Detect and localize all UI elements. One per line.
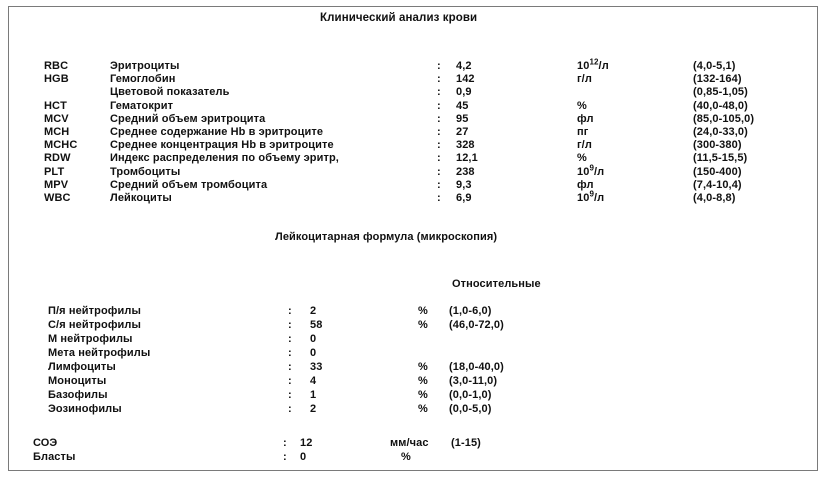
reference-range: (46,0-72,0) [449,319,504,331]
separator-colon: : [437,113,441,125]
param-unit: % [577,152,587,164]
separator-colon: : [437,86,441,98]
separator-colon: : [288,375,292,387]
unit-base: 10 [577,192,590,204]
param-name: Цветовой показатель [110,86,230,98]
cell-type-name: Моноциты [48,375,107,387]
param-unit: мм/час [390,437,429,449]
param-unit [577,163,605,179]
cell-percent-value: 4 [310,375,317,387]
param-unit [577,57,609,73]
unit-tail: /л [598,60,609,72]
param-code: MCH [44,126,70,138]
param-name: СОЭ [33,437,58,449]
unit-base: 10 [577,166,590,178]
reference-range: (7,4-10,4) [693,179,742,191]
param-value: 142 [456,73,475,85]
separator-colon: : [283,451,287,463]
reference-range: (18,0-40,0) [449,361,504,373]
separator-colon: : [437,152,441,164]
param-value: 0,9 [456,86,472,98]
separator-colon: : [288,403,292,415]
reference-range: (150-400) [693,166,742,178]
cell-percent-value: 2 [310,305,317,317]
param-value: 45 [456,100,469,112]
report-title: Клинический анализ крови [320,12,478,24]
param-name: Гемоглобин [110,73,176,85]
param-value: 12,1 [456,152,478,164]
param-code: RBC [44,60,69,72]
param-unit: пг [577,126,589,138]
cell-percent-value: 2 [310,403,317,415]
separator-colon: : [288,361,292,373]
reference-range: (1,0-6,0) [449,305,492,317]
formula-title: Лейкоцитарная формула (микроскопия) [275,231,498,243]
percent-unit: % [418,375,428,387]
reference-range: (3,0-11,0) [449,375,498,387]
param-name: Бласты [33,451,76,463]
reference-range: (85,0-105,0) [693,113,755,125]
unit-exponent: 12 [589,57,599,67]
unit-base: 10 [577,60,590,72]
param-unit: фл [577,113,594,125]
param-value: 95 [456,113,469,125]
percent-unit: % [418,389,428,401]
separator-colon: : [288,305,292,317]
cell-percent-value: 33 [310,361,323,373]
separator-colon: : [437,179,441,191]
cell-type-name: П/я нейтрофилы [48,305,141,317]
separator-colon: : [437,139,441,151]
cell-percent-value: 58 [310,319,323,331]
percent-unit: % [418,361,428,373]
percent-unit: % [418,319,428,331]
param-value: 27 [456,126,469,138]
separator-colon: : [437,126,441,138]
param-value: 328 [456,139,475,151]
param-unit: % [577,100,587,112]
param-code: HCT [44,100,67,112]
reference-range: (0,0-5,0) [449,403,492,415]
param-code: RDW [44,152,71,164]
percent-unit: % [418,403,428,415]
cell-type-name: Базофилы [48,389,108,401]
reference-range: (0,0-1,0) [449,389,492,401]
percent-unit: % [418,305,428,317]
param-unit [577,189,605,205]
separator-colon: : [288,347,292,359]
reference-range: (4,0-8,8) [693,192,736,204]
reference-range: (132-164) [693,73,742,85]
separator-colon: : [437,100,441,112]
reference-range: (40,0-48,0) [693,100,748,112]
param-name: Тромбоциты [110,166,181,178]
param-name: Средний объем тромбоцита [110,179,268,191]
param-value: 238 [456,166,475,178]
reference-range: (24,0-33,0) [693,126,748,138]
param-name: Индекс распределения по объему эритр, [110,152,339,164]
reference-range: (4,0-5,1) [693,60,736,72]
cell-type-name: Эозинофилы [48,403,122,415]
separator-colon: : [437,192,441,204]
param-value: 4,2 [456,60,472,72]
separator-colon: : [288,389,292,401]
reference-range: (11,5-15,5) [693,152,748,164]
separator-colon: : [288,333,292,345]
param-code: MCHC [44,139,78,151]
param-name: Средний объем эритроцита [110,113,266,125]
unit-tail: /л [594,166,605,178]
param-name: Гематокрит [110,100,174,112]
separator-colon: : [283,437,287,449]
param-name: Эритроциты [110,60,180,72]
param-code: MPV [44,179,69,191]
param-value: 6,9 [456,192,472,204]
unit-exponent: 9 [589,163,594,173]
cell-percent-value: 1 [310,389,317,401]
reference-range: (0,85-1,05) [693,86,748,98]
cell-type-name: Лимфоциты [48,361,116,373]
unit-exponent: 9 [589,189,594,199]
separator-colon: : [437,60,441,72]
relative-header: Относительные [452,278,541,290]
param-name: Среднее содержание Hb в эритроците [110,126,324,138]
param-unit: фл [577,179,594,191]
separator-colon: : [288,319,292,331]
cell-type-name: С/я нейтрофилы [48,319,141,331]
param-value: 12 [300,437,313,449]
param-value: 0 [300,451,307,463]
reference-range: (300-380) [693,139,742,151]
cell-type-name: М нейтрофилы [48,333,133,345]
param-unit: % [401,451,411,463]
separator-colon: : [437,73,441,85]
reference-range: (1-15) [451,437,481,449]
param-unit: г/л [577,73,592,85]
param-unit: г/л [577,139,592,151]
cell-type-name: Мета нейтрофилы [48,347,151,359]
param-code: WBC [44,192,71,204]
separator-colon: : [437,166,441,178]
param-code: PLT [44,166,65,178]
cell-percent-value: 0 [310,347,317,359]
param-name: Среднее концентрация Hb в эритроците [110,139,334,151]
cell-percent-value: 0 [310,333,317,345]
param-value: 9,3 [456,179,472,191]
param-code: MCV [44,113,69,125]
unit-tail: /л [594,192,605,204]
param-code: HGB [44,73,69,85]
param-name: Лейкоциты [110,192,172,204]
